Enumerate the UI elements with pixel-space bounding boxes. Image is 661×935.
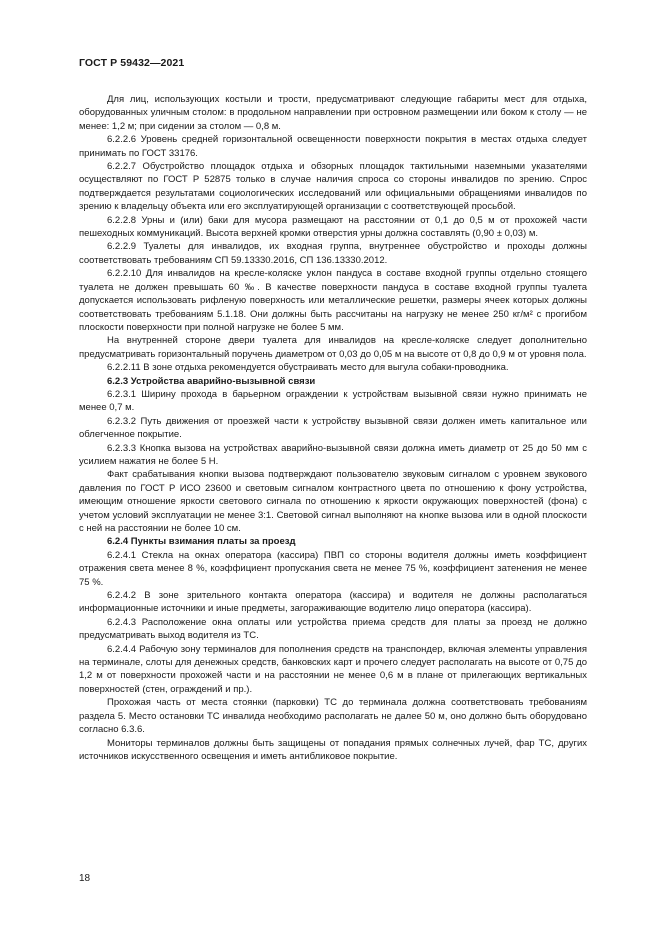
page-number: 18 [79, 873, 91, 884]
section-heading: 6.2.4 Пункты взимания платы за проезд [107, 536, 296, 548]
body-paragraph: 6.2.4.3 Расположение окна оплаты или устройства приема средств для платы за проезд не должно предусматривать выход водителя из ТС. [79, 616, 587, 642]
body-paragraph: 6.2.2.11 В зоне отдыха рекомендуется обустраивать место для выгула собаки-проводника. [107, 362, 509, 374]
section-heading: 6.2.3 Устройства аварийно-вызывной связи [107, 375, 316, 387]
body-paragraph: 6.2.4.1 Стекла на окнах оператора (кассира) ПВП со стороны водителя должны иметь коэффициент отражения света менее 8 %, коэффициент пропускания света не менее 75 %, коэффициент затенения не менее 75 %. [79, 549, 587, 588]
body-paragraph: 6.2.3.1 Ширину прохода в барьерном ограждении к устройствам вызывной связи нужно принимать не менее 0,7 м. [79, 388, 587, 414]
body-paragraph: 6.2.2.6 Уровень средней горизонтальной освещенности поверхности покрытия в местах отдыха следует принимать по ГОСТ 33176. [79, 134, 587, 159]
document-body [79, 93, 587, 763]
body-paragraph: 6.2.4.2 В зоне зрительного контакта оператора (кассира) и водителя не должны располагаться информационные источники и иные предметы, загораживающие водителю лицо оператора (кассира). [79, 590, 587, 615]
body-paragraph: На внутренней стороне двери туалета для инвалидов на кресле-коляске следует дополнительно предусматривать горизонтальный поручень диаметром от 0,03 до 0,05 м на высоте от 0,8 до 0,9 м от уровня пола. [79, 335, 587, 360]
body-paragraph: 6.2.4.4 Рабочую зону терминалов для пополнения средств на транспондер, включая элементы управления на терминале, слоты для денежных средств, банковских карт и прочего следует располагать на высоте от 0,75 до 1,2 м от поверхности прохожей части и на расстоянии не менее 0,6 м в плане от прилегающих вертикальных поверхностей (стен, ограждений и пр.). [79, 643, 587, 695]
body-paragraph: 6.2.3.3 Кнопка вызова на устройствах аварийно-вызывной связи должна иметь диаметр от 25 до 50 мм с усилием нажатия не более 5 Н. [79, 442, 587, 467]
document-header: ГОСТ Р 59432—2021 [79, 57, 185, 69]
body-paragraph: Для лиц, использующих костыли и трости, предусматривают следующие габариты мест для отдыха, оборудованных уличным столом: в продольном направлении при островном размещении или боком к столу — не менее: 1,2 м; при сидении за столом — 0,8 м. [79, 94, 587, 132]
body-paragraph: 6.2.3.2 Путь движения от проезжей части к устройству вызывной связи должен иметь капитальное или облегченное покрытие. [79, 415, 587, 441]
body-paragraph: Мониторы терминалов должны быть защищены от попадания прямых солнечных лучей, фар ТС, других источников искусственного освещения и иметь антибликовое покрытие. [79, 737, 587, 762]
body-paragraph: 6.2.2.8 Урны и (или) баки для мусора размещают на расстоянии от 0,1 до 0,5 м от прохожей части пешеходных коммуникаций. Высота верхней кромки отверстия урны должна составлять (0,90 ± 0,03) м. [79, 214, 587, 240]
body-paragraph: 6.2.2.10 Для инвалидов на кресле-коляске уклон пандуса в составе входной группы отдельно стоящего туалета не должен превышать 60 ‰. В качестве поверхности пандуса в составе входной группы туалета допускается использовать рифленую поверхность или металлические решетки, размеры ячеек которых должны соответствовать требованиям 5.1.18. Они должны быть рассчитаны на нагрузку не менее 250 кг/м² с прогибом плоскости поверхности при полной нагрузке не более 5 мм. [79, 268, 587, 333]
body-paragraph: Прохожая часть от места стоянки (парковки) ТС до терминала должна соответствовать требованиям раздела 5. Место остановки ТС инвалида необходимо располагать не далее 50 м, оно должно быть оборудовано согласно 6.3.6. [79, 697, 587, 736]
body-paragraph: Факт срабатывания кнопки вызова подтверждают пользователю звуковым сигналом с уровнем звукового давления по ГОСТ Р ИСО 23600 и световым сигналом контрастного цвета по отношению к фону устройства, имеющим отношение яркости светового сигнала по отношению к яркости окружающих поверхностей (фона) с учетом условий эксплуатации не менее 3:1. Световой сигнал выполняют на кнопке вызова или в одной плоскости с ней на расстоянии не более 10 см. [79, 469, 587, 534]
body-paragraph: 6.2.2.9 Туалеты для инвалидов, их входная группа, внутреннее обустройство и проходы должны соответствовать требованиям СП 59.13330.2016, СП 136.13330.2012. [79, 241, 587, 266]
body-paragraph: 6.2.2.7 Обустройство площадок отдыха и обзорных площадок тактильными наземными указателями осуществляют по ГОСТ Р 52875 только в случае наличия спроса со стороны инвалидов по зрению. Спрос подтверждается результатами социологических исследований или официальными обращениями инвалидов по зрению к владельцу объекта или его эксплуатирующей организации с соответствующей просьбой. [79, 161, 587, 213]
